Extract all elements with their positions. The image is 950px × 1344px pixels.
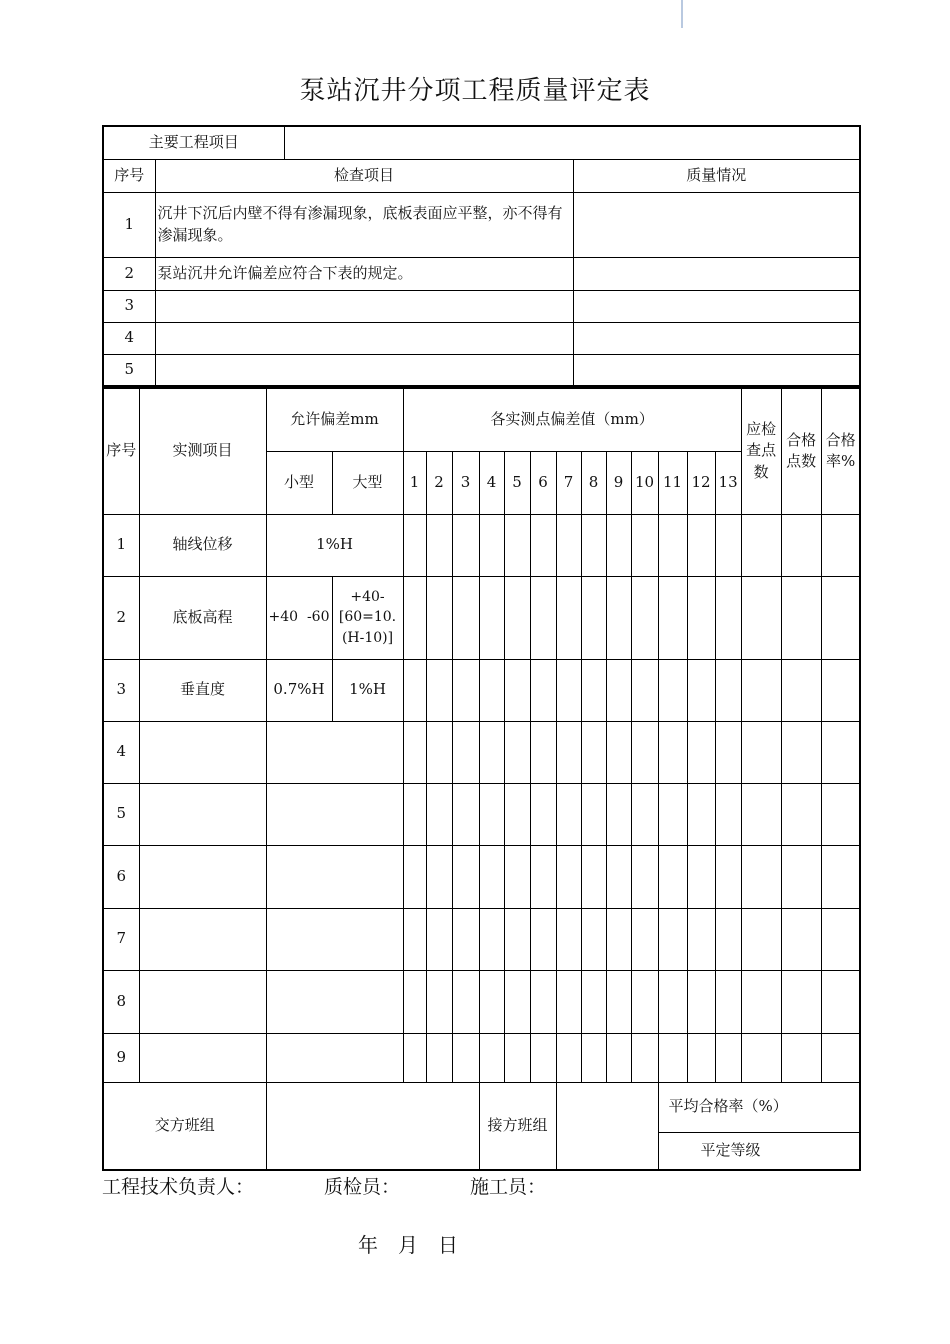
- point-value-cell[interactable]: [403, 659, 426, 721]
- point-number: 4: [479, 451, 504, 514]
- point-number: 2: [426, 451, 452, 514]
- point-value-cell[interactable]: [530, 970, 556, 1033]
- row-tolerance[interactable]: [266, 783, 403, 845]
- point-value-cell[interactable]: [556, 514, 581, 576]
- table-row: [103, 192, 860, 257]
- handover-team-label: 交方班组: [103, 1082, 266, 1170]
- point-value-cell[interactable]: [479, 845, 504, 908]
- point-value-cell[interactable]: [403, 970, 426, 1033]
- receiving-team-label: 接方班组: [479, 1082, 556, 1170]
- point-value-cell[interactable]: [687, 970, 715, 1033]
- row-no: 5: [103, 783, 139, 845]
- point-value-cell[interactable]: [581, 1033, 606, 1082]
- builder-label: 施工员：: [470, 1176, 547, 1198]
- col-head-quality: 质量情况: [573, 159, 860, 192]
- row-item[interactable]: [139, 721, 266, 783]
- row-no: 1: [103, 192, 155, 257]
- point-value-cell[interactable]: [426, 908, 452, 970]
- point-value-cell[interactable]: [715, 845, 741, 908]
- point-number: 12: [687, 451, 715, 514]
- measure-head-no: 序号: [103, 388, 139, 514]
- point-value-cell[interactable]: [581, 721, 606, 783]
- row-tolerance-large-line: (H-10)]: [341, 629, 394, 646]
- point-value-cell[interactable]: [606, 721, 631, 783]
- point-value-cell[interactable]: [426, 1033, 452, 1082]
- point-value-cell[interactable]: [452, 721, 479, 783]
- row-tolerance[interactable]: [266, 1033, 403, 1082]
- point-value-cell[interactable]: [479, 576, 504, 659]
- point-value-cell[interactable]: [530, 908, 556, 970]
- table-row: [103, 290, 860, 322]
- row-no: 3: [103, 290, 155, 322]
- point-value-cell[interactable]: [452, 845, 479, 908]
- point-value-cell[interactable]: [504, 1033, 530, 1082]
- point-value-cell[interactable]: [479, 721, 504, 783]
- point-number: 6: [530, 451, 556, 514]
- result-cell[interactable]: [821, 1033, 860, 1082]
- measure-head-pass-rate: 合格率%: [821, 388, 860, 514]
- point-value-cell[interactable]: [530, 576, 556, 659]
- point-value-cell[interactable]: [658, 1033, 687, 1082]
- table-row: [103, 1033, 860, 1082]
- row-quality[interactable]: [573, 290, 860, 322]
- row-no: 1: [103, 514, 139, 576]
- row-quality[interactable]: [573, 354, 860, 386]
- point-value-cell[interactable]: [504, 970, 530, 1033]
- row-item[interactable]: [139, 845, 266, 908]
- point-value-cell[interactable]: [556, 908, 581, 970]
- row-item: 泵站沉井允许偏差应符合下表的规定。: [155, 257, 573, 290]
- point-value-cell[interactable]: [658, 514, 687, 576]
- tech-lead-label: 工程技术负责人：: [102, 1176, 255, 1198]
- point-value-cell[interactable]: [687, 721, 715, 783]
- point-value-cell[interactable]: [687, 1033, 715, 1082]
- point-value-cell[interactable]: [631, 908, 658, 970]
- row-tolerance-large: [332, 576, 403, 659]
- row-item: 轴线位移: [139, 514, 266, 576]
- point-value-cell[interactable]: [556, 659, 581, 721]
- row-tolerance[interactable]: [266, 908, 403, 970]
- point-number: 5: [504, 451, 530, 514]
- result-cell[interactable]: [781, 970, 821, 1033]
- point-value-cell[interactable]: [530, 783, 556, 845]
- point-value-cell[interactable]: [658, 908, 687, 970]
- point-value-cell[interactable]: [606, 1033, 631, 1082]
- result-cell[interactable]: [741, 970, 781, 1033]
- point-value-cell[interactable]: [687, 576, 715, 659]
- point-value-cell[interactable]: [530, 1033, 556, 1082]
- point-number: 8: [581, 451, 606, 514]
- table-row: [103, 970, 860, 1033]
- point-value-cell[interactable]: [452, 576, 479, 659]
- table-row: [103, 257, 860, 290]
- point-value-cell[interactable]: [631, 576, 658, 659]
- row-no: 2: [103, 257, 155, 290]
- point-value-cell[interactable]: [403, 783, 426, 845]
- result-cell[interactable]: [781, 908, 821, 970]
- table-row: [103, 908, 860, 970]
- row-item[interactable]: [139, 970, 266, 1033]
- row-no: 4: [103, 322, 155, 354]
- point-value-cell[interactable]: [581, 514, 606, 576]
- table-row: [103, 354, 860, 386]
- table-row: [103, 322, 860, 354]
- point-value-cell[interactable]: [687, 845, 715, 908]
- point-value-cell[interactable]: [556, 783, 581, 845]
- point-value-cell[interactable]: [403, 514, 426, 576]
- result-cell[interactable]: [741, 659, 781, 721]
- row-item: 垂直度: [139, 659, 266, 721]
- point-value-cell[interactable]: [606, 783, 631, 845]
- result-cell[interactable]: [741, 1033, 781, 1082]
- row-item[interactable]: [155, 290, 573, 322]
- point-value-cell[interactable]: [581, 576, 606, 659]
- table-row: [103, 845, 860, 908]
- point-value-cell[interactable]: [479, 783, 504, 845]
- avg-pass-rate-label: [658, 1082, 860, 1132]
- point-value-cell[interactable]: [581, 845, 606, 908]
- row-quality[interactable]: [573, 322, 860, 354]
- row-tolerance-large-line: +40-: [350, 589, 385, 606]
- point-value-cell[interactable]: [581, 908, 606, 970]
- point-value-cell[interactable]: [504, 908, 530, 970]
- point-value-cell[interactable]: [715, 514, 741, 576]
- handover-team-field[interactable]: [266, 1082, 479, 1170]
- row-tolerance[interactable]: [266, 721, 403, 783]
- point-value-cell[interactable]: [452, 514, 479, 576]
- point-value-cell[interactable]: [581, 783, 606, 845]
- result-cell[interactable]: [781, 845, 821, 908]
- result-cell[interactable]: [821, 576, 860, 659]
- point-value-cell[interactable]: [556, 576, 581, 659]
- point-value-cell[interactable]: [426, 721, 452, 783]
- point-value-cell[interactable]: [426, 514, 452, 576]
- point-value-cell[interactable]: [452, 783, 479, 845]
- col-head-no: 序号: [103, 159, 155, 192]
- point-value-cell[interactable]: [687, 659, 715, 721]
- row-no: 8: [103, 970, 139, 1033]
- measure-table: [102, 387, 861, 1171]
- result-cell[interactable]: [821, 970, 860, 1033]
- signature-line: [102, 1172, 616, 1199]
- point-value-cell[interactable]: [658, 970, 687, 1033]
- row-item: 沉井下沉后内壁不得有渗漏现象，底板表面应平整，亦不得有渗漏现象。: [155, 192, 573, 257]
- point-value-cell[interactable]: [530, 845, 556, 908]
- result-cell[interactable]: [781, 514, 821, 576]
- row-item[interactable]: [155, 354, 573, 386]
- result-cell[interactable]: [741, 908, 781, 970]
- row-no: 3: [103, 659, 139, 721]
- result-cell[interactable]: [781, 576, 821, 659]
- point-value-cell[interactable]: [504, 783, 530, 845]
- point-value-cell[interactable]: [452, 659, 479, 721]
- table-row: [103, 783, 860, 845]
- point-value-cell[interactable]: [631, 1033, 658, 1082]
- row-tolerance: 1%H: [266, 514, 403, 576]
- measure-head-pass-count: 合格点数: [781, 388, 821, 514]
- point-value-cell[interactable]: [452, 908, 479, 970]
- point-value-cell[interactable]: [426, 970, 452, 1033]
- row-item[interactable]: [139, 1033, 266, 1082]
- result-cell[interactable]: [741, 845, 781, 908]
- point-value-cell[interactable]: [403, 576, 426, 659]
- point-value-cell[interactable]: [658, 721, 687, 783]
- point-value-cell[interactable]: [581, 659, 606, 721]
- point-value-cell[interactable]: [631, 970, 658, 1033]
- point-value-cell[interactable]: [452, 1033, 479, 1082]
- point-value-cell[interactable]: [631, 845, 658, 908]
- point-value-cell[interactable]: [504, 659, 530, 721]
- point-value-cell[interactable]: [530, 659, 556, 721]
- point-value-cell[interactable]: [426, 783, 452, 845]
- row-tolerance[interactable]: [266, 845, 403, 908]
- row-no: 6: [103, 845, 139, 908]
- point-number: 10: [631, 451, 658, 514]
- point-value-cell[interactable]: [687, 908, 715, 970]
- point-value-cell[interactable]: [556, 1033, 581, 1082]
- row-item[interactable]: [139, 908, 266, 970]
- grade-label: [658, 1132, 860, 1170]
- point-value-cell[interactable]: [606, 908, 631, 970]
- point-value-cell[interactable]: [504, 721, 530, 783]
- point-value-cell[interactable]: [606, 970, 631, 1033]
- point-value-cell[interactable]: [715, 970, 741, 1033]
- point-value-cell[interactable]: [479, 1033, 504, 1082]
- point-number: 11: [658, 451, 687, 514]
- row-tolerance-large: 1%H: [332, 659, 403, 721]
- point-value-cell[interactable]: [403, 845, 426, 908]
- table-row: [103, 514, 860, 576]
- point-value-cell[interactable]: [715, 783, 741, 845]
- point-value-cell[interactable]: [403, 1033, 426, 1082]
- result-cell[interactable]: [781, 721, 821, 783]
- avg-pass-rate-text: 平均合格率（%）: [668, 1097, 788, 1116]
- point-value-cell[interactable]: [556, 845, 581, 908]
- date-line: 年 月 日: [358, 1233, 458, 1257]
- row-no: 9: [103, 1033, 139, 1082]
- receiving-team-field[interactable]: [556, 1082, 658, 1170]
- inspector-label: 质检员：: [324, 1176, 401, 1198]
- main-items-table: [102, 125, 861, 387]
- point-number: 3: [452, 451, 479, 514]
- point-value-cell[interactable]: [715, 908, 741, 970]
- col-head-item: 检查项目: [155, 159, 573, 192]
- point-number: 1: [403, 451, 426, 514]
- point-value-cell[interactable]: [687, 514, 715, 576]
- point-value-cell[interactable]: [631, 721, 658, 783]
- point-value-cell[interactable]: [403, 908, 426, 970]
- row-no: 5: [103, 354, 155, 386]
- row-item: 底板高程: [139, 576, 266, 659]
- grade-text: 平定等级: [700, 1140, 761, 1159]
- point-value-cell[interactable]: [631, 514, 658, 576]
- measure-head-item: 实测项目: [139, 388, 266, 514]
- point-value-cell[interactable]: [687, 783, 715, 845]
- point-value-cell[interactable]: [606, 659, 631, 721]
- result-cell[interactable]: [741, 721, 781, 783]
- row-no: 2: [103, 576, 139, 659]
- point-value-cell[interactable]: [556, 970, 581, 1033]
- point-value-cell[interactable]: [631, 659, 658, 721]
- point-value-cell[interactable]: [530, 514, 556, 576]
- measure-head-large: 大型: [332, 451, 403, 514]
- point-value-cell[interactable]: [658, 576, 687, 659]
- row-tolerance-small: +40 -60: [266, 576, 332, 659]
- table-row: [103, 576, 860, 659]
- point-value-cell[interactable]: [426, 659, 452, 721]
- result-cell[interactable]: [781, 1033, 821, 1082]
- main-items-value[interactable]: [284, 126, 860, 159]
- result-cell[interactable]: [821, 908, 860, 970]
- result-cell[interactable]: [821, 721, 860, 783]
- row-quality[interactable]: [573, 192, 860, 257]
- main-items-label: 主要工程项目: [103, 126, 284, 159]
- point-value-cell[interactable]: [658, 783, 687, 845]
- result-cell[interactable]: [741, 514, 781, 576]
- measure-head-tolerance: 允许偏差mm: [266, 388, 403, 451]
- point-value-cell[interactable]: [581, 970, 606, 1033]
- result-cell[interactable]: [821, 783, 860, 845]
- point-value-cell[interactable]: [479, 659, 504, 721]
- point-value-cell[interactable]: [606, 845, 631, 908]
- point-value-cell[interactable]: [479, 908, 504, 970]
- measure-head-should: 应检查点数: [741, 388, 781, 514]
- row-quality[interactable]: [573, 257, 860, 290]
- point-value-cell[interactable]: [658, 659, 687, 721]
- point-value-cell[interactable]: [452, 970, 479, 1033]
- row-no: 4: [103, 721, 139, 783]
- page-title: 泵站沉井分项工程质量评定表: [299, 76, 651, 106]
- corner-mark: [681, 0, 683, 28]
- point-value-cell[interactable]: [631, 783, 658, 845]
- point-value-cell[interactable]: [504, 514, 530, 576]
- row-tolerance-small: 0.7%H: [266, 659, 332, 721]
- point-value-cell[interactable]: [479, 514, 504, 576]
- point-number: 13: [715, 451, 741, 514]
- row-item[interactable]: [155, 322, 573, 354]
- result-cell[interactable]: [821, 845, 860, 908]
- point-number: 9: [606, 451, 631, 514]
- measure-head-small: 小型: [266, 451, 332, 514]
- table-row: [103, 659, 860, 721]
- result-cell[interactable]: [781, 659, 821, 721]
- point-value-cell[interactable]: [403, 721, 426, 783]
- point-value-cell[interactable]: [715, 1033, 741, 1082]
- table-row: [103, 721, 860, 783]
- point-value-cell[interactable]: [426, 576, 452, 659]
- point-value-cell[interactable]: [715, 576, 741, 659]
- result-cell[interactable]: [821, 514, 860, 576]
- point-value-cell[interactable]: [715, 721, 741, 783]
- point-value-cell[interactable]: [658, 845, 687, 908]
- result-cell[interactable]: [741, 783, 781, 845]
- result-cell[interactable]: [741, 576, 781, 659]
- point-value-cell[interactable]: [715, 659, 741, 721]
- result-cell[interactable]: [781, 783, 821, 845]
- point-value-cell[interactable]: [606, 576, 631, 659]
- point-value-cell[interactable]: [479, 970, 504, 1033]
- measure-head-points: 各实测点偏差值（mm）: [403, 388, 741, 451]
- point-value-cell[interactable]: [606, 514, 631, 576]
- point-value-cell[interactable]: [426, 845, 452, 908]
- row-item[interactable]: [139, 783, 266, 845]
- row-tolerance[interactable]: [266, 970, 403, 1033]
- point-value-cell[interactable]: [504, 576, 530, 659]
- point-value-cell[interactable]: [504, 845, 530, 908]
- point-number: 7: [556, 451, 581, 514]
- point-value-cell[interactable]: [530, 721, 556, 783]
- row-no: 7: [103, 908, 139, 970]
- point-value-cell[interactable]: [556, 721, 581, 783]
- result-cell[interactable]: [821, 659, 860, 721]
- row-tolerance-large-line: [60=10.: [338, 609, 397, 626]
